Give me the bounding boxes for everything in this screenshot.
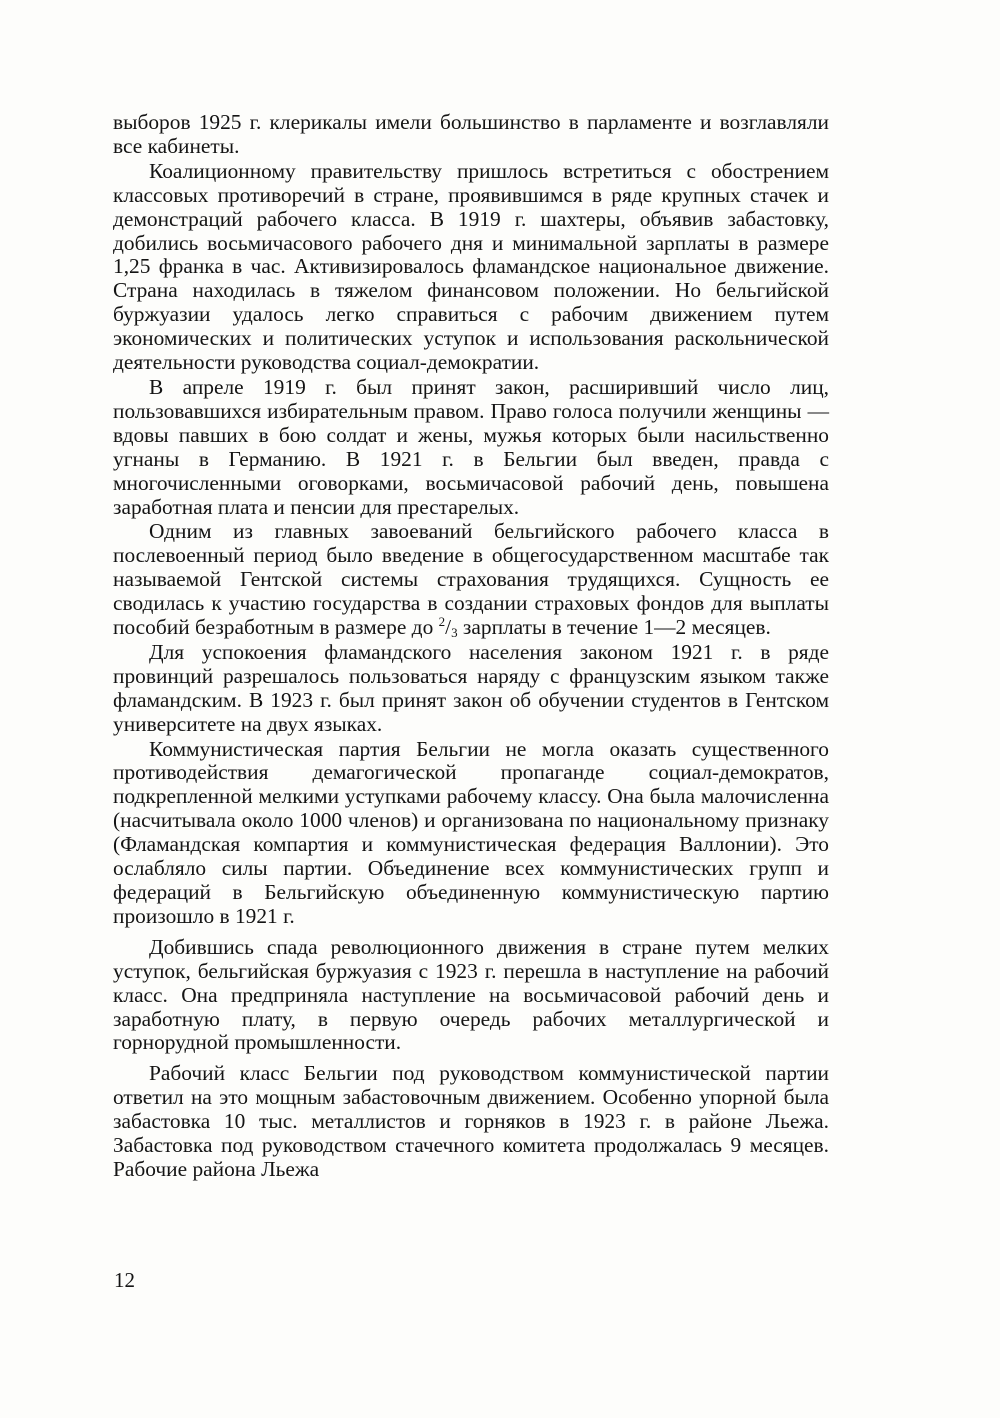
page-number: 12	[114, 1268, 135, 1292]
paragraph-8: Рабочий класс Бельгии под руководством коммунистической партии ответил на это мощным забастовочным движением. Особенно упорной была забастовка 10 тыс. металлистов и горняков в 1923 г. в районе Льежа. Забастовка под руководством стачечного комитета продолжалась 9 месяцев. Рабочие района Льежа	[113, 1061, 829, 1181]
paragraph-3: В апреле 1919 г. был принят закон, расширивший число лиц, пользовавшихся избирательным правом. Право голоса получили женщины — вдовы павших в бою солдат и жены, мужья которых были насильственно угнаны в Германию. В 1921 г. в Бельгии был введен, правда с многочисленными оговорками, восьмичасовой рабочий день, повышена заработная плата и пенсии для престарелых.	[113, 374, 829, 519]
paragraph-4	[113, 520, 829, 640]
paragraph-7: Добившись спада революционного движения в стране путем мелких уступок, бельгийская буржуазия с 1923 г. перешла в наступление на рабочий класс. Она предприняла наступление на восьмичасовой рабочий день и заработную плату, в первую очередь рабочих металлургической и горнорудной промышленности.	[113, 934, 829, 1055]
paragraph-2: Коалиционному правительству пришлось встретиться с обострением классовых противоречий в стране, проявившимся в ряде крупных стачек и демонстраций рабочего класса. В 1919 г. шахтеры, объявив забастовку, добились восьмичасового рабочего дня и минимальной зарплаты в размере 1,25 франка в час. Активизировалось фламандское национальное движение. Страна находилась в тяжелом финансовом положении. Но бельгийской буржуазии удалось легко справиться с рабочим движением путем экономических и политических уступок и использования раскольнической деятельности руководства социал-демократии.	[113, 158, 829, 375]
paragraph-5: Для успокоения фламандского населения законом 1921 г. в ряде провинций разрешалось пользоваться наряду с французским языком также фламандским. В 1923 г. был принят закон об обучении студентов в Гентском университете на двух языках.	[113, 639, 829, 736]
fraction-two-thirds: $^2/_3$	[438, 614, 458, 641]
paragraph-4-text-end: зарплаты в течение 1—2 месяцев.	[457, 615, 771, 640]
paragraph-1: выборов 1925 г. клерикалы имели большинство в парламенте и возглавляли все кабинеты.	[113, 110, 829, 158]
body-text	[113, 111, 829, 1182]
paragraph-4-text: Одним из главных завоеваний бельгийского рабочего класса в послевоенный период было введение в общегосударственном масштабе так называемой Гентской системы страхования трудящихся. Сущность ее сводилась к участию государства в создании страховых фондов для выплаты пособий безработным в размере до	[113, 519, 829, 640]
fraction-numerator: 2	[438, 614, 446, 630]
paragraph-6: Коммунистическая партия Бельгии не могла оказать существенного противодействия демагогической пропаганде социал-демократов, подкрепленной мелкими уступками рабочему классу. Она была малочисленна (насчитывала около 1000 членов) и организована по национальному признаку (Фламандская компартия и коммунистическая федерация Валлонии). Это ослабляло силы партии. Объединение всех коммунистических групп и федераций в Бельгийскую объединенную коммунистическую партию произошло в 1921 г.	[113, 736, 829, 928]
fraction-denominator: 3	[451, 625, 458, 641]
